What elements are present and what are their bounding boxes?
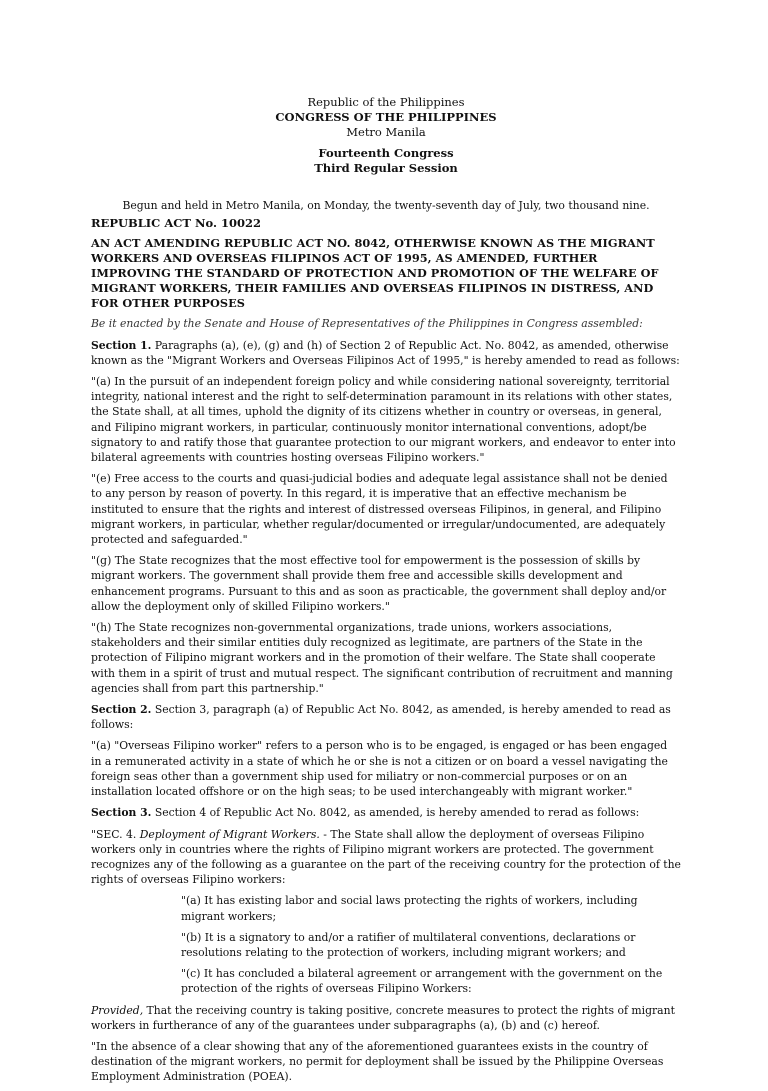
absence-clause: "In the absence of a clear showing that any of the aforementioned guarantees exists in the country of destination of the migrant workers, no permit for deployment shall be issued by the Philippine Overseas Employment Administration (POEA). — [91, 1039, 664, 1084]
congress-line: CONGRESS OF THE PHILIPPINES — [275, 110, 497, 124]
guarantee-item-b: "(b) It is a signatory to and/or a ratifier of multilateral conventions, declarations or resolutions relating to the protection of workers, including migrant workers; and — [181, 930, 636, 959]
section-1-text: Paragraphs (a), (e), (g) and (h) of Section 2 of Republic Act. No. 8042, as amended, otherwise known as the "Migrant Workers and Overseas Filipinos Act of 1995," is hereby amended to read as follows: — [91, 338, 680, 367]
section-1-para-h: "(h) The State recognizes non-governmental organizations, trade unions, workers associations, stakeholders and their similar entities duly recognized as legitimate, are partners of the State in the protection of Filipino migrant workers and in the promotion of their welfare. The State shall cooperate with them in a spirit of trust and mutual respect. The significant contribution of recruitment and manning agencies shall from part this partnership." — [91, 621, 673, 695]
provided-label: Provided, — [91, 1003, 144, 1017]
began-statement: Begun and held in Metro Manila, on Monday, the twenty-seventh day of July, two thousand nine. — [122, 199, 650, 212]
sec-4-paragraph — [91, 827, 681, 888]
document-header — [91, 95, 681, 176]
sec-4-prefix: "SEC. 4. — [91, 827, 140, 841]
congress-number: Fourteenth Congress — [318, 146, 454, 160]
enacting-clause: Be it enacted by the Senate and House of Representatives of the Philippines in Congress assembled: — [91, 317, 643, 331]
section-1-para-a: "(a) In the pursuit of an independent foreign policy and while considering national sovereignty, territorial integrity, national interest and the right to self-determination paramount in its relations with other states, the State shall, at all times, uphold the dignity of its citizens whether in country or overseas, in general, and Filipino migrant workers, in particular, continuously monitor international conventions, adopt/be signatory to and ratify those that guarantee protection to our migrant workers, and endeavor to enter into bilateral agreements with countries hosting overseas Filipino workers." — [91, 375, 676, 465]
city-line: Metro Manila — [346, 125, 426, 139]
section-3 — [91, 805, 681, 820]
republic-act-number: REPUBLIC ACT No. 10022 — [91, 216, 261, 231]
sec-4-heading: Deployment of Migrant Workers. — [139, 827, 320, 841]
provided-clause — [91, 1003, 681, 1033]
sec-4-text: - The State shall allow the deployment of overseas Filipino workers only in countries where the rights of Filipino migrant workers are protected. The government recognizes any of the following as a guarantee on the part of the receiving country for the protection of the rights of overseas Filipino workers: — [91, 827, 681, 887]
section-2 — [91, 702, 681, 732]
document-page — [91, 95, 681, 1091]
republic-line: Republic of the Philippines — [307, 95, 465, 109]
section-3-text: Section 4 of Republic Act No. 8042, as amended, is hereby amended to rerad as follows: — [151, 806, 640, 820]
section-2-text: Section 3, paragraph (a) of Republic Act No. 8042, as amended, is hereby amended to read as follows: — [91, 703, 671, 732]
section-3-label: Section 3. — [91, 806, 152, 820]
section-1-para-g: "(g) The State recognizes that the most effective tool for empowerment is the possession of skills by migrant workers. The government shall provide them free and accessible skills development and enhancement programs. Pursuant to this and as soon as practicable, the government shall deploy and/or allow the deployment only of skilled Filipino workers." — [91, 554, 667, 613]
section-1 — [91, 338, 681, 368]
section-1-label: Section 1. — [91, 338, 152, 352]
guarantee-item-a: "(a) It has existing labor and social laws protecting the rights of workers, including migrant workers; — [181, 894, 638, 923]
provided-text: That the receiving country is taking positive, concrete measures to protect the rights of migrant workers in furtherance of any of the guarantees under subparagraphs (a), (b) and (c) hereof. — [91, 1003, 675, 1032]
section-1-para-e: "(e) Free access to the courts and quasi-judicial bodies and adequate legal assistance shall not be denied to any person by reason of poverty. In this regard, it is imperative that an effective mechanism be instituted to ensure that the rights and interest of distressed overseas Filipinos, in general, and Filipino migrant workers, in particular, whether regular/documented or irregular/undocumented, are adequately protected and safeguarded." — [91, 472, 668, 547]
session-line: Third Regular Session — [314, 161, 458, 175]
guarantee-item-c: "(c) It has concluded a bilateral agreement or arrangement with the government on the protection of the rights of overseas Filipino Workers: — [181, 967, 663, 996]
act-title: AN ACT AMENDING REPUBLIC ACT NO. 8042, OTHERWISE KNOWN AS THE MIGRANT WORKERS AND OVERSEAS FILIPINOS ACT OF 1995, AS AMENDED, FURTHER IMPROVING THE STANDARD OF PROTECTION AND PROMOTION OF THE WELFARE OF MIGRANT WORKERS, THEIR FAMILIES AND OVERSEAS FILIPINOS IN DISTRESS, AND FOR OTHER PURPOSES — [91, 236, 659, 311]
section-2-para-a: "(a) "Overseas Filipino worker" refers to a person who is to be engaged, is engaged or has been engaged in a remunerated activity in a state of which he or she is not a citizen or on board a vessel navigating the foreign seas other than a government ship used for miliatry or non-commercial purposes or on an installation located offshore or on the high seas; to be used interchangeably with migrant worker." — [91, 739, 668, 799]
section-2-label: Section 2. — [91, 703, 152, 717]
